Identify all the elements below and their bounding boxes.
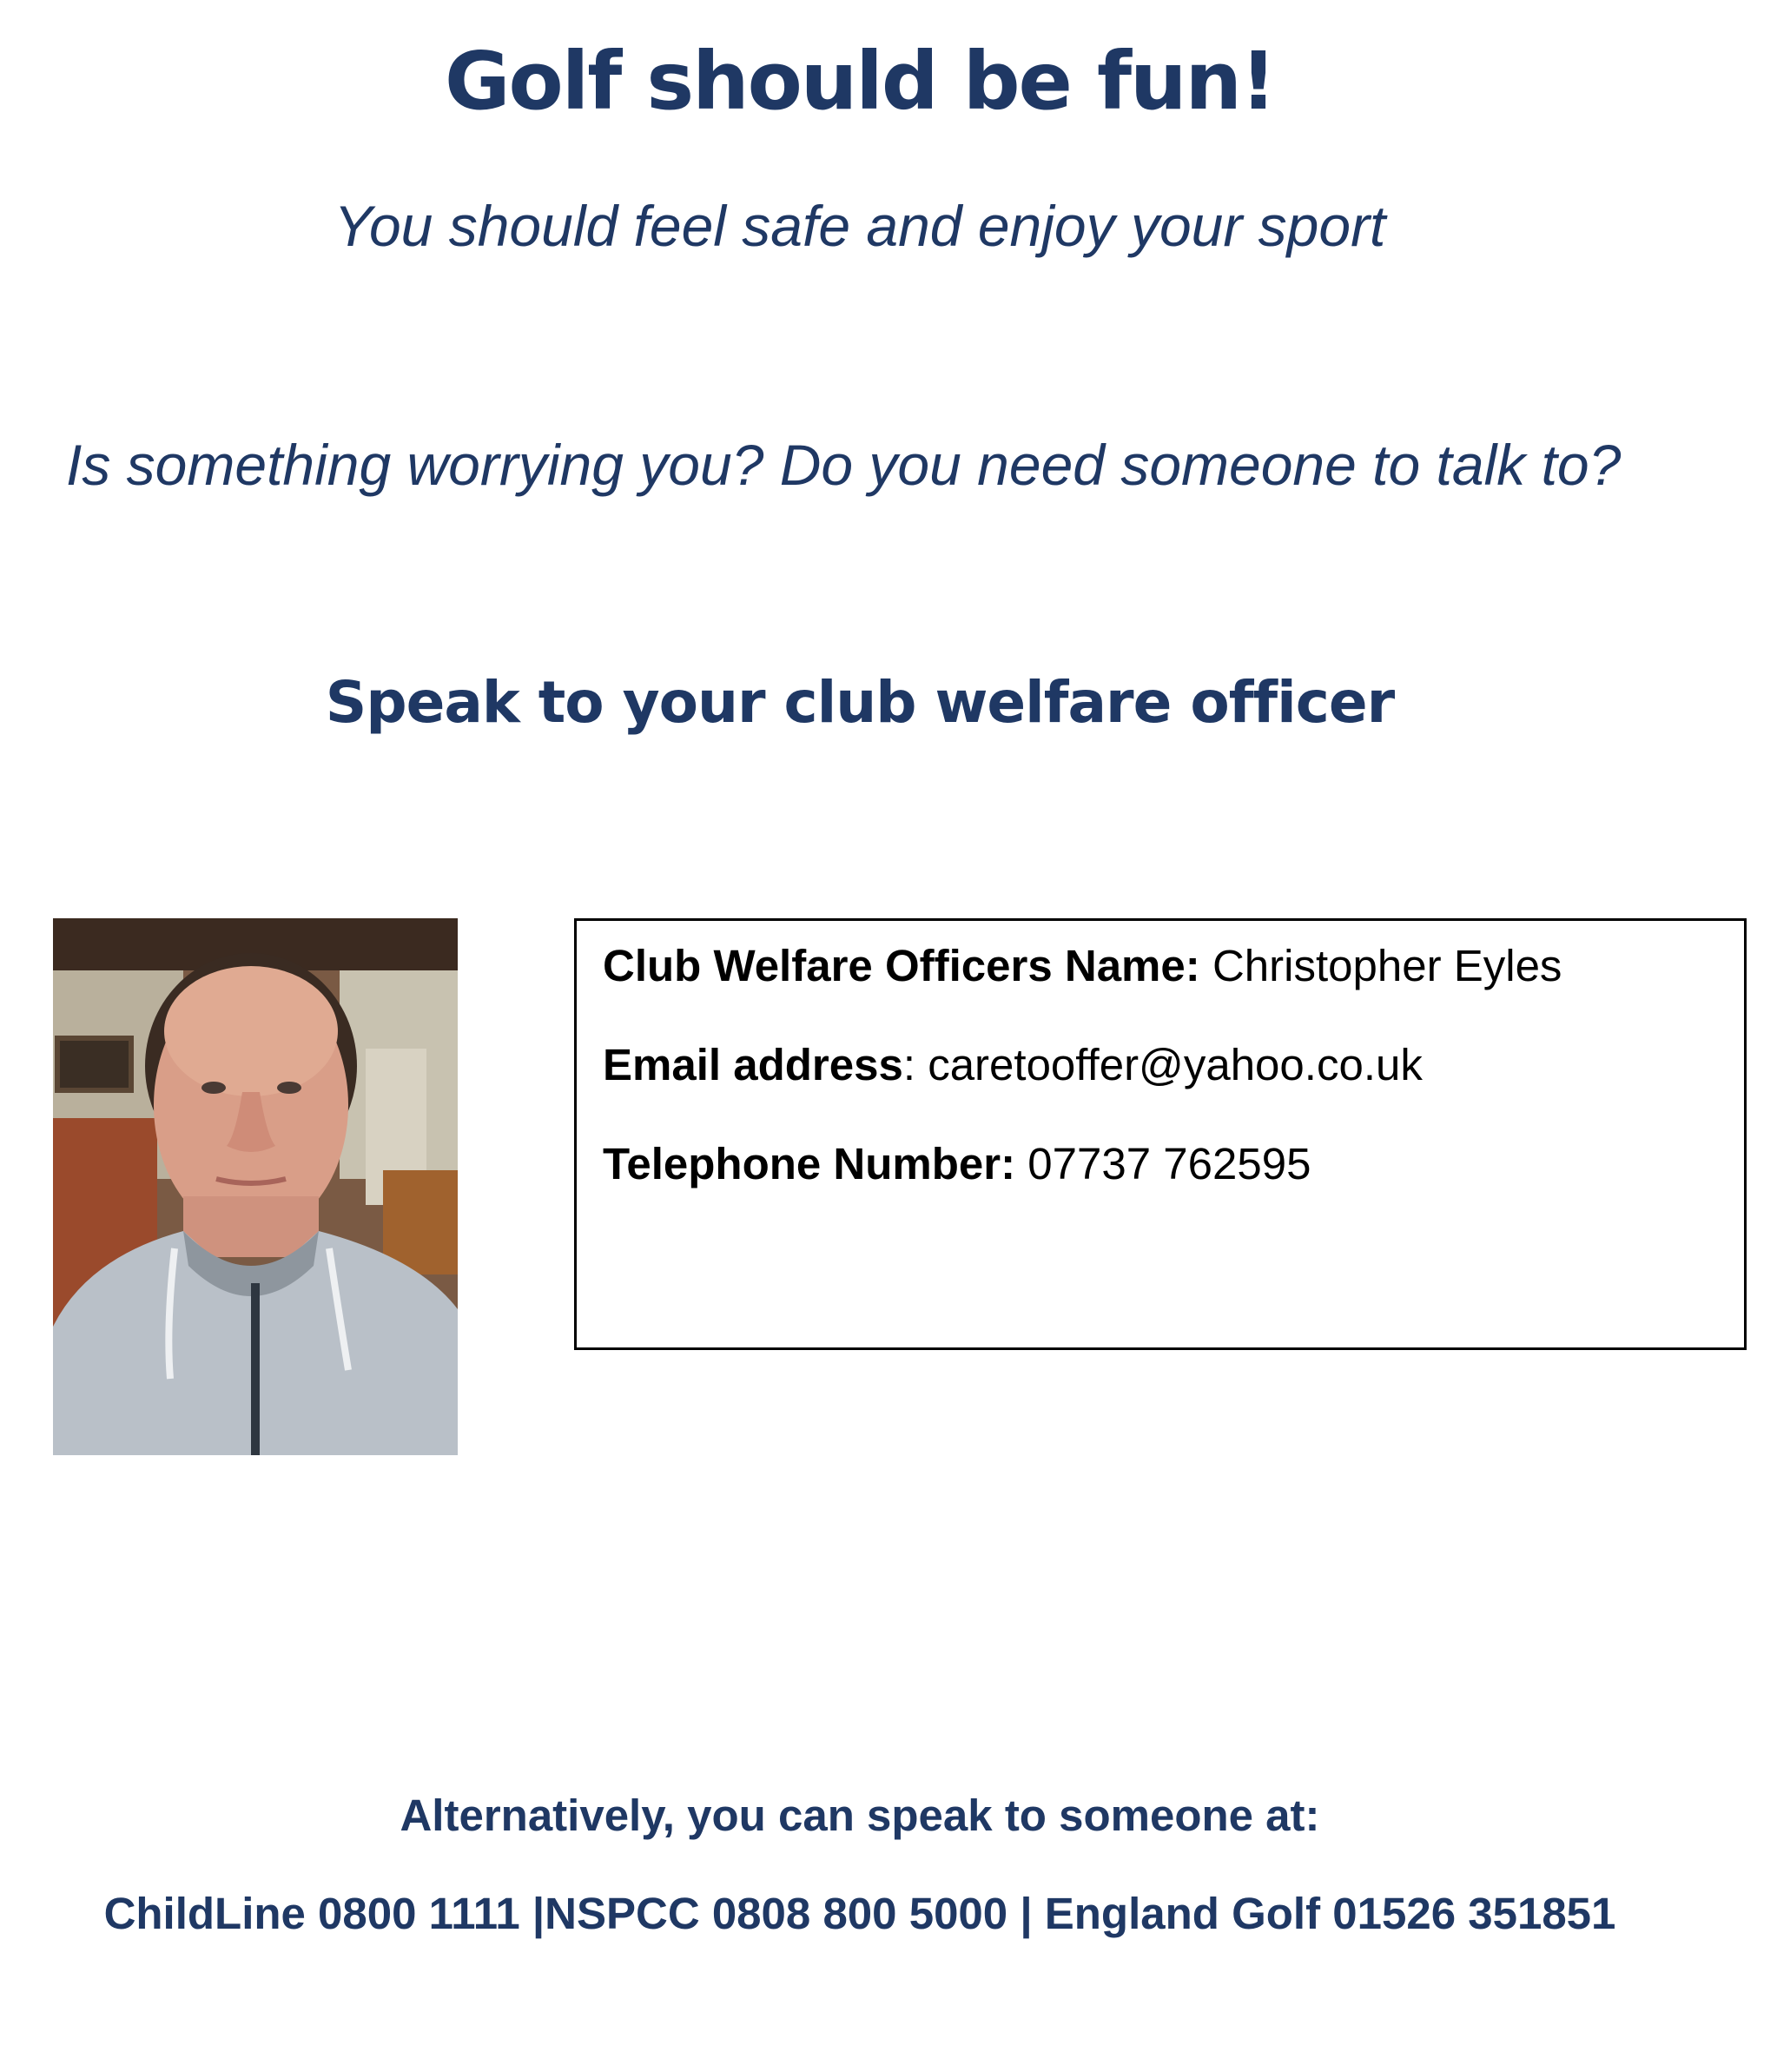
officer-email-row [603, 1039, 1423, 1090]
officer-name-row [603, 940, 1562, 991]
officer-photo [53, 918, 458, 1455]
officer-name-value: Christopher Eyles [1212, 941, 1562, 990]
officer-phone-label: Telephone Number: [603, 1139, 1016, 1188]
alternative-heading: Alternatively, you can speak to someone at: [400, 1791, 1320, 1840]
officer-phone-row [603, 1138, 1311, 1189]
helplines-text: ChildLine 0800 1111 |NSPCC 0808 800 5000 | England Golf 01526 351851 [103, 1889, 1616, 1938]
officer-email-value[interactable]: caretooffer@yahoo.co.uk [928, 1040, 1423, 1089]
officer-contact-box [574, 918, 1747, 1350]
page-title: Golf should be fun! [445, 35, 1275, 128]
officer-phone-value[interactable]: 07737 762595 [1027, 1139, 1311, 1188]
subtitle: You should feel safe and enjoy your sport [334, 194, 1386, 258]
officer-email-separator: : [902, 1040, 916, 1089]
speak-heading: Speak to your club welfare officer [325, 669, 1395, 736]
officer-name-label: Club Welfare Officers Name: [603, 941, 1200, 990]
question-text: Is something worrying you? Do you need someone to talk to? [66, 433, 1622, 497]
officer-email-label: Email address [603, 1040, 903, 1089]
